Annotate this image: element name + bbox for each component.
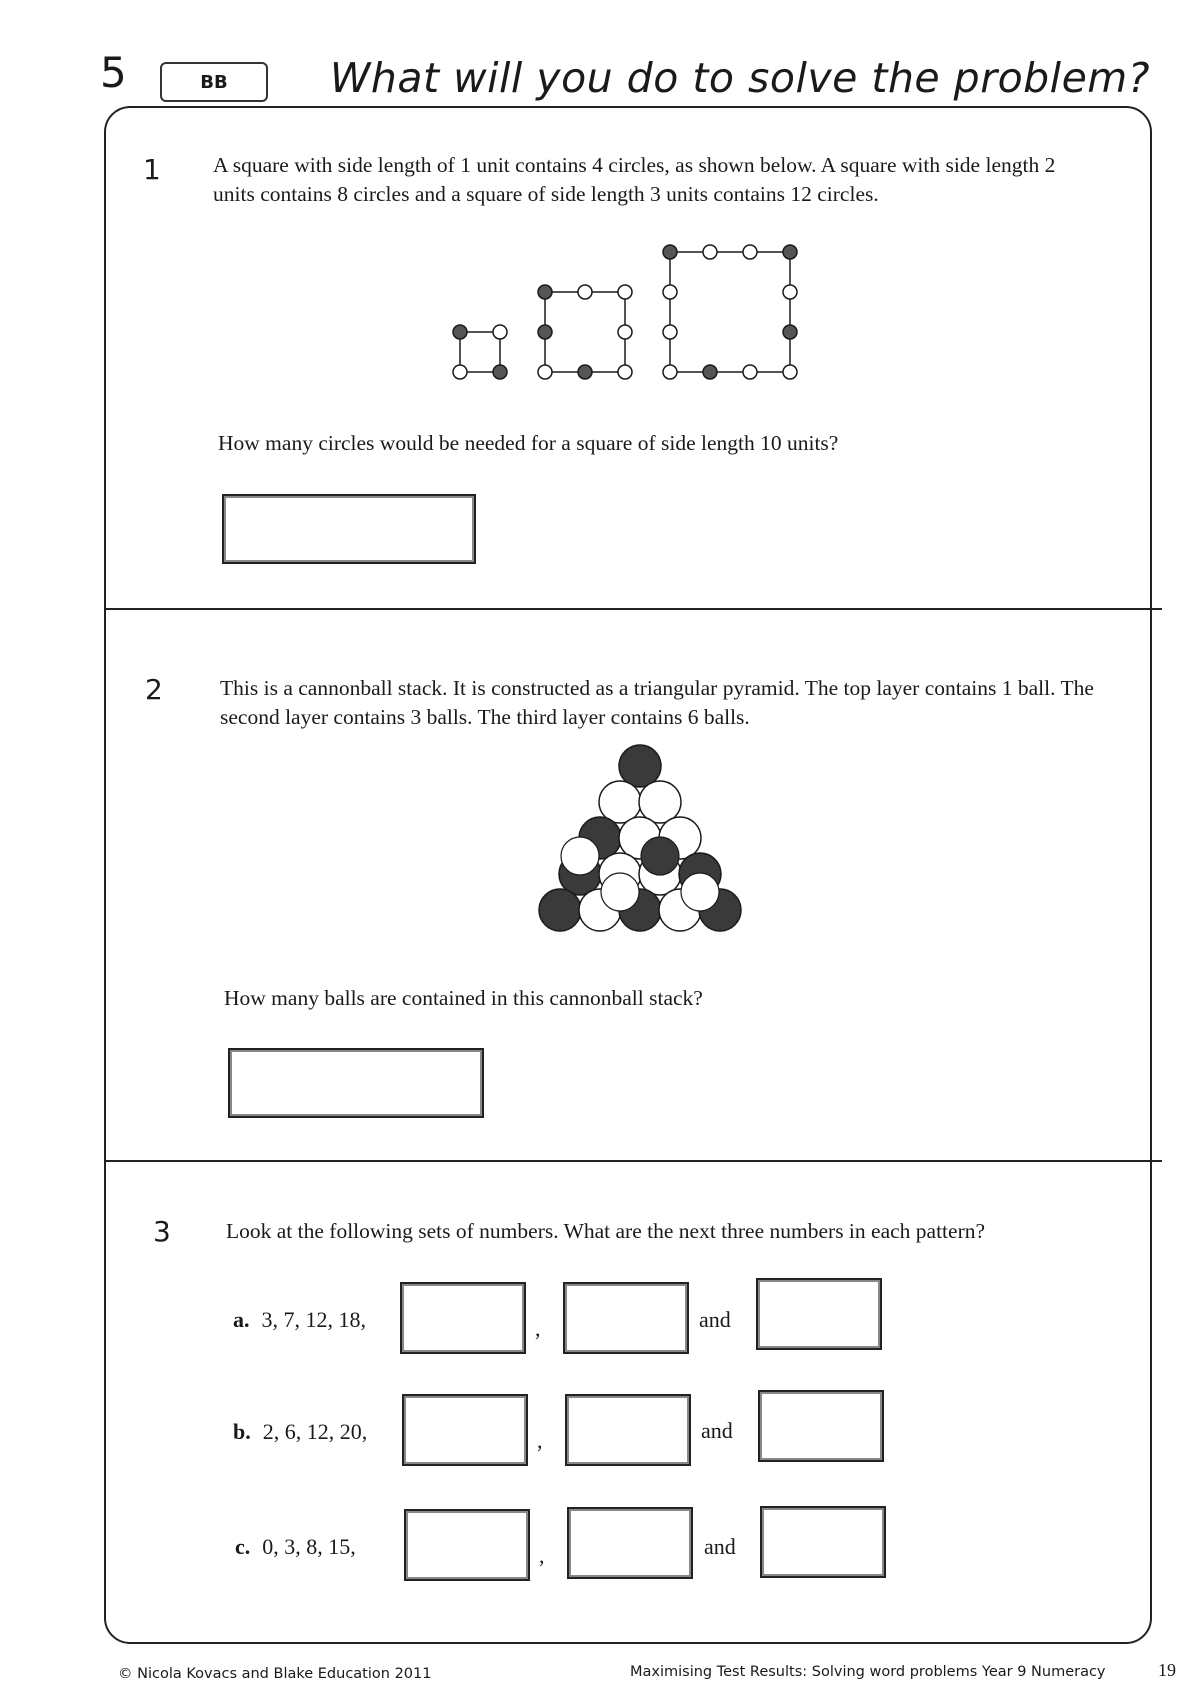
circle-marker (743, 365, 757, 379)
circle-marker (663, 325, 677, 339)
circle-marker (703, 245, 717, 259)
sequence-b (233, 1419, 367, 1445)
circle-marker (538, 285, 552, 299)
cannonball (641, 837, 679, 875)
comma-separator: , (537, 1428, 543, 1453)
sequence-b-answer-1[interactable] (402, 1394, 528, 1466)
circle-marker (578, 365, 592, 379)
footer-book-title: Maximising Test Results: Solving word problems Year 9 Numeracy (630, 1664, 1106, 1680)
sequence-c-answer-3[interactable] (760, 1506, 886, 1578)
sequence-values: 0, 3, 8, 15, (262, 1534, 356, 1559)
part-letter: a. (233, 1307, 250, 1332)
sequence-a-answer-1[interactable] (400, 1282, 526, 1354)
circle-squares-figure (440, 232, 820, 392)
circle-marker (538, 365, 552, 379)
sequence-a (233, 1307, 366, 1333)
page-heading: What will you do to solve the problem? (329, 54, 1150, 102)
square-side-1 (453, 325, 507, 379)
cannonball (601, 873, 639, 911)
circle-marker (453, 365, 467, 379)
question-2-text: This is a cannonball stack. It is constructed as a triangular pyramid. The top layer contains 1 ball. The second layer contains 3 balls. The third layer contains 6 balls. (220, 676, 1094, 729)
circle-marker (493, 325, 507, 339)
circle-marker (618, 325, 632, 339)
cannonball (599, 781, 641, 823)
circle-marker (743, 245, 757, 259)
and-label: and (701, 1418, 733, 1443)
square-outline (545, 292, 625, 372)
square-side-3 (663, 245, 797, 379)
circle-marker (493, 365, 507, 379)
comma-separator: , (535, 1316, 541, 1341)
part-letter: b. (233, 1419, 251, 1444)
cannonball (561, 837, 599, 875)
question-1-answer-box[interactable] (222, 494, 476, 564)
cannonball-stack-figure (520, 740, 760, 950)
cannonball (681, 873, 719, 911)
circle-marker (618, 285, 632, 299)
footer-copyright: © Nicola Kovacs and Blake Education 2011 (118, 1666, 432, 1682)
circle-marker (783, 365, 797, 379)
cannonball (539, 889, 581, 931)
circle-marker (703, 365, 717, 379)
cannonball (619, 745, 661, 787)
circle-marker (618, 365, 632, 379)
cannonball (639, 781, 681, 823)
circle-marker (783, 325, 797, 339)
question-3-text: Look at the following sets of numbers. What are the next three numbers in each pattern? (226, 1219, 986, 1243)
square-outline (670, 252, 790, 372)
sequence-c-answer-1[interactable] (404, 1509, 530, 1581)
unit-badge: BB (160, 62, 268, 102)
sequence-values: 3, 7, 12, 18, (261, 1307, 366, 1332)
sequence-a-answer-2[interactable] (563, 1282, 689, 1354)
circle-marker (538, 325, 552, 339)
circle-marker (783, 245, 797, 259)
square-outline (460, 332, 500, 372)
circle-marker (663, 245, 677, 259)
question-2-number: 2 (145, 673, 163, 706)
circle-marker (663, 365, 677, 379)
comma-separator: , (539, 1543, 545, 1568)
section-divider (106, 1160, 1162, 1162)
question-1-text: A square with side length of 1 unit contains 4 circles, as shown below. A square with side length 2 units contains 8 circles and a square of side length 3 units contains 12 circles. (213, 153, 1056, 206)
circle-marker (783, 285, 797, 299)
question-1-prompt: How many circles would be needed for a square of side length 10 units? (218, 431, 839, 455)
sequence-a-answer-3[interactable] (756, 1278, 882, 1350)
question-2-prompt: How many balls are contained in this cannonball stack? (224, 986, 703, 1010)
square-side-2 (538, 285, 632, 379)
part-letter: c. (235, 1534, 251, 1559)
sequence-c-answer-2[interactable] (567, 1507, 693, 1579)
sequence-values: 2, 6, 12, 20, (262, 1419, 368, 1444)
circle-marker (578, 285, 592, 299)
sequence-b-answer-3[interactable] (758, 1390, 884, 1462)
sequence-c (235, 1534, 356, 1560)
circle-marker (663, 285, 677, 299)
question-1-number: 1 (143, 153, 161, 186)
and-label: and (699, 1307, 731, 1332)
sequence-b-answer-2[interactable] (565, 1394, 691, 1466)
unit-number: 5 (100, 48, 127, 97)
and-label: and (704, 1534, 736, 1559)
page-number: 19 (1158, 1660, 1176, 1680)
circle-marker (453, 325, 467, 339)
section-divider (106, 608, 1162, 610)
question-3-number: 3 (153, 1215, 171, 1248)
question-2-answer-box[interactable] (228, 1048, 484, 1118)
